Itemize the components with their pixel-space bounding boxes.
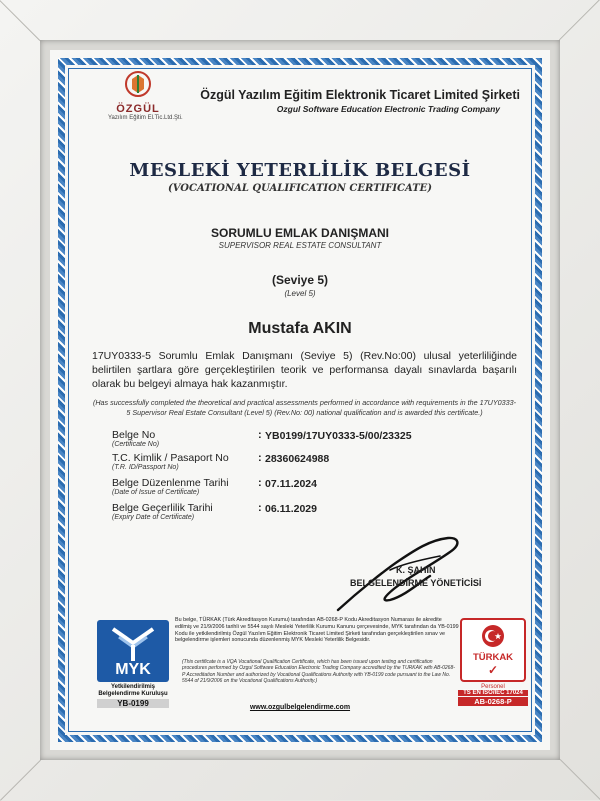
- field-colon: :: [258, 452, 262, 464]
- certificate-title: MESLEKİ YETERLİLİK BELGESİ: [129, 160, 471, 181]
- qualification-level-en: (Level 5): [284, 289, 316, 298]
- ozgul-emblem-icon: [124, 70, 152, 98]
- signatory-role: BELGELENDİRME YÖNETİCİSİ: [350, 578, 482, 588]
- myk-code: YB-0199: [97, 699, 169, 708]
- qualification-name: SORUMLU EMLAK DANIŞMANI: [211, 226, 389, 240]
- field-value-id-no: 28360624988: [265, 453, 330, 465]
- company-logo: [108, 70, 183, 121]
- turkak-logo: [460, 618, 526, 682]
- field-label: Belge No: [112, 429, 156, 441]
- checkmark-icon: ✓: [487, 663, 499, 677]
- myk-logo-icon: [97, 620, 169, 682]
- statement-en: (Has successfully completed the theoretical and practical assessments performed in accordance with requirements in the 17UY0333-5 Supervisor Real Estate Consultant (Level 5) (Rev.No: 00) national qualification and is awarded this certificate.): [92, 398, 517, 417]
- website-link[interactable]: www.ozgulbelgelendirme.com: [249, 704, 351, 711]
- field-colon: :: [258, 502, 262, 514]
- field-row-id-no: [112, 452, 229, 471]
- turkak-badge: [458, 618, 528, 712]
- field-value-issue-date: 07.11.2024: [265, 478, 317, 490]
- company-name-en: Ozgul Software Education Electronic Trading Company: [276, 104, 500, 114]
- field-colon: :: [258, 429, 262, 441]
- field-colon: :: [258, 477, 262, 489]
- signatory-name: K. ŞAHİN: [396, 565, 436, 575]
- statement-tr: 17UY0333-5 Sorumlu Emlak Danışmanı (Seviye 5) (Rev.No:00) ulusal yeterliliğinde belirtilen şartlara göre gerçekleştirilen teorik ve performansa dayalı sınavlarda başarılı olarak bu belgeyi almaya hak kazanmıştır.: [92, 350, 517, 390]
- field-label: Belge Geçerlilik Tarihi: [112, 502, 213, 514]
- turkak-personnel: Personel: [481, 684, 505, 690]
- turkak-name: TÜRKAK: [472, 652, 514, 663]
- legal-notice-en: (This certificate is a VQA Vocational Qualification Certificate, which has been issued upon testing and certification procedures performed by Ozgul Software Education Electronic Trading Company accredited by the TURKAK with AB-0268-P Accreditation Number and authorized by Vocational Qualifications Authority with YB-0199 code pursuant to the Law No. 5544 of 21/9/2006 on the Vocational Qualifications Authority.): [182, 659, 455, 684]
- myk-letters: MYK: [115, 661, 151, 678]
- field-value-expiry-date: 06.11.2029: [265, 503, 317, 515]
- qualification-level: (Seviye 5): [271, 273, 329, 287]
- crescent-star-icon: [481, 624, 505, 648]
- field-value-certificate-no: YB0199/17UY0333-5/00/23325: [265, 430, 412, 442]
- logo-subtitle: Yazılım Eğitim El.Tic.Ltd.Şti.: [108, 115, 183, 121]
- myk-caption: Yetkilendirilmiş Belgelendirme Kuruluşu: [98, 684, 168, 697]
- field-sublabel: (T.R. ID/Passport No): [112, 464, 179, 471]
- field-sublabel: (Certificate No): [112, 441, 160, 448]
- holder-name: Mustafa AKIN: [248, 320, 352, 337]
- turkak-standard: TS EN ISO/IEC 17024: [458, 690, 528, 696]
- turkak-code: AB-0268-P: [458, 697, 528, 706]
- myk-badge: [97, 620, 169, 712]
- company-name-tr: Özgül Yazılım Eğitim Elektronik Ticaret Limited Şirketi: [200, 88, 520, 102]
- field-row-certificate-no: [112, 429, 159, 448]
- myk-emblem-icon: [97, 623, 169, 665]
- field-sublabel: (Date of Issue of Certificate): [112, 489, 200, 496]
- field-row-expiry-date: [112, 502, 213, 521]
- logo-name: ÖZGÜL: [116, 103, 160, 115]
- field-row-issue-date: [112, 477, 229, 496]
- field-label: T.C. Kimlik / Pasaport No: [112, 452, 229, 464]
- certificate-title-en: (VOCATIONAL QUALIFICATION CERTIFICATE): [167, 183, 432, 194]
- legal-notice-tr: Bu belge, TÜRKAK (Türk Akreditasyon Kurumu) tarafından AB-0268-P Kodu Akreditasyon Numarası ile akredite edilmiş ve 21/9/2006 tarihli ve 5544 sayılı Mesleki Yeterlilik Kurumu Kanunu çerçevesinde, MYK tarafından da YB-0199 Kodu ile yetkilendirilmiş Özgül Yazılım Eğitim Elektronik Ticaret Limited Şirketi tarafından gerçekleştirilen sınav ve belgelendirme işlemleri sonucunda düzenlenmiş MYK Mesleki Yeterlilik Belgesidir.: [175, 617, 459, 644]
- field-label: Belge Düzenlenme Tarihi: [112, 477, 229, 489]
- field-sublabel: (Expiry Date of Certificate): [112, 514, 195, 521]
- qualification-name-en: SUPERVISOR REAL ESTATE CONSULTANT: [218, 241, 382, 250]
